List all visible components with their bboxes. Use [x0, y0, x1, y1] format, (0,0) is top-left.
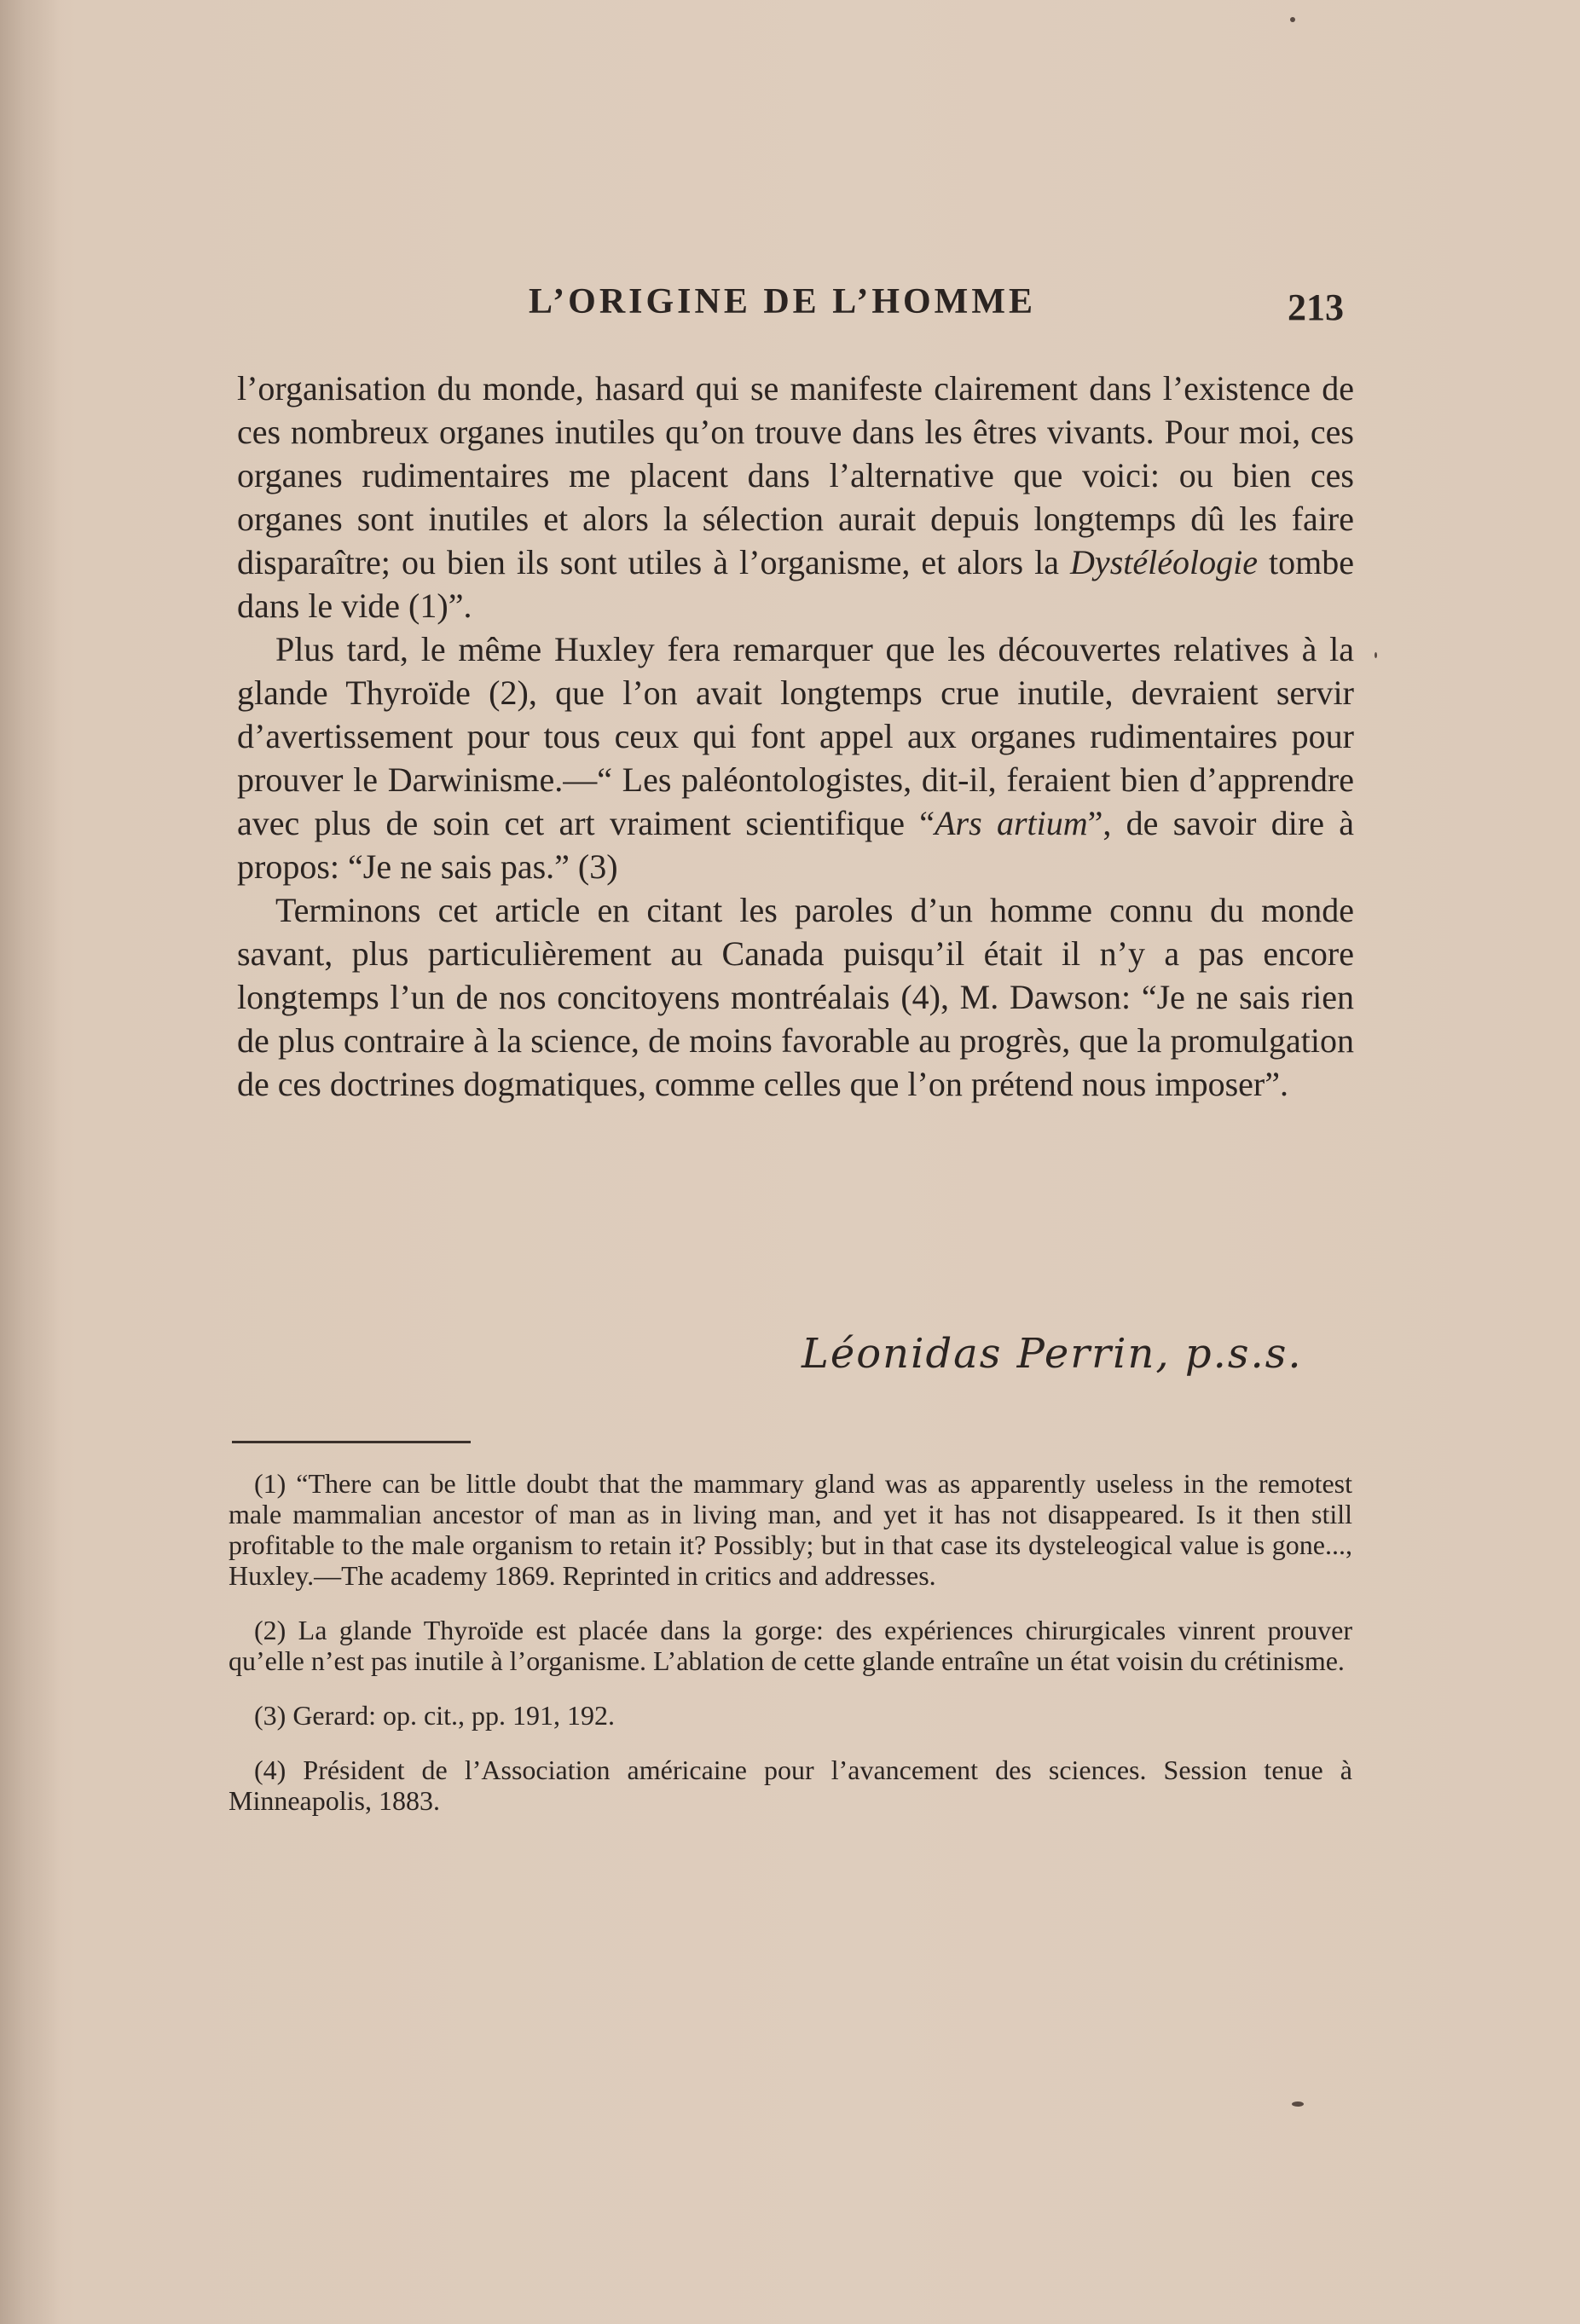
paper-speck — [1292, 2101, 1304, 2107]
footnote-3 — [229, 1700, 1352, 1731]
paragraph-2-text-b: ”, de savoir dire à propos: “Je ne sais pas.” (3) — [237, 804, 1355, 886]
page-number: 213 — [1288, 286, 1344, 328]
paragraph-3 — [237, 888, 1354, 1106]
footnote-1-number: (1) — [254, 1468, 286, 1499]
paragraph-3-text: Terminons cet article en citant les paroles d’un homme connu du monde savant, plus particulièrement au Canada puisqu’il était il n’y a pas encore longtemps l’un de nos concitoyens montréalais (4), M. Dawson: “Je ne sais rien de plus contraire à la science, de moins favorable au progrès, que la promulgation de ces doctrines dogmatiques, comme celles que l’on prétend nous imposer”. — [237, 891, 1354, 1103]
paragraph-2-text-a: Plus tard, le même Huxley fera remarquer que les découvertes relatives à la glande Thyroïde (2), que l’on avait longtemps crue inutile, devraient servir d’avertissement pour tous ceux qui font appel aux organes rudimentaires pour prouver le Darwinisme.—“ Les paléontologistes, dit-il, feraient bien d’apprendre avec plus de soin cet art vraiment scientifique “ — [237, 630, 1354, 842]
running-title: L’ORIGINE DE L’HOMME — [529, 282, 1036, 321]
paragraph-1 — [237, 367, 1354, 627]
footnote-2-number: (2) — [254, 1615, 286, 1645]
body-text — [237, 367, 1354, 1106]
footnote-3-number: (3) — [254, 1700, 286, 1731]
paper-speck — [1375, 652, 1377, 658]
footnote-4 — [229, 1755, 1352, 1816]
paragraph-2-italic-term: Ars artium — [935, 804, 1088, 842]
footnote-3-text: Gerard: op. cit., pp. 191, 192. — [292, 1700, 616, 1731]
footnote-1 — [229, 1468, 1352, 1591]
footnote-1-text: “There can be little doubt that the mammary gland was as apparently useless in the remotest male mammalian ancestor of man as in living man, and yet it has not disappeared. Is it then still profitable to the male organism to retain it? Possibly; but in that case its dysteleogical value is gone..., Huxley.—The academy 1869. Reprinted in critics and addresses. — [229, 1468, 1353, 1591]
footnote-4-number: (4) — [254, 1755, 286, 1785]
paragraph-2 — [237, 627, 1354, 888]
paragraph-1-text-a: l’organisation du monde, hasard qui se manifeste clairement dans l’existence de ces nombreux organes inutiles qu’on trouve dans les êtres vivants. Pour moi, ces organes rudimentaires me placent dans l’alternative que voici: ou bien ces organes sont inutiles et alors la sélection aurait depuis longtemps dû les faire disparaître; ou bien ils sont utiles à l’organisme, et alors la — [237, 369, 1354, 581]
author-signature: Léonidas Perrin, p.s.s. — [802, 1330, 1303, 1378]
paragraph-1-italic-term: Dystéléologie — [1070, 543, 1258, 581]
paper-speck — [1290, 17, 1295, 22]
footnote-4-text: Président de l’Association américaine pour l’avancement des sciences. Session tenue à Minneapolis, 1883. — [229, 1755, 1353, 1816]
footnote-2 — [229, 1615, 1352, 1676]
footnote-divider — [232, 1441, 471, 1443]
footnotes — [229, 1468, 1352, 1840]
paragraph-1-text-b: tombe dans le vide (1)”. — [237, 543, 1354, 625]
footnote-2-text: La glande Thyroïde est placée dans la gorge: des expériences chirurgicales vinrent prouver qu’elle n’est pas inutile à l’organisme. L’ablation de cette glande entraîne un état voisin du crétinisme. — [229, 1615, 1353, 1676]
page-gutter-shadow — [0, 0, 60, 2324]
